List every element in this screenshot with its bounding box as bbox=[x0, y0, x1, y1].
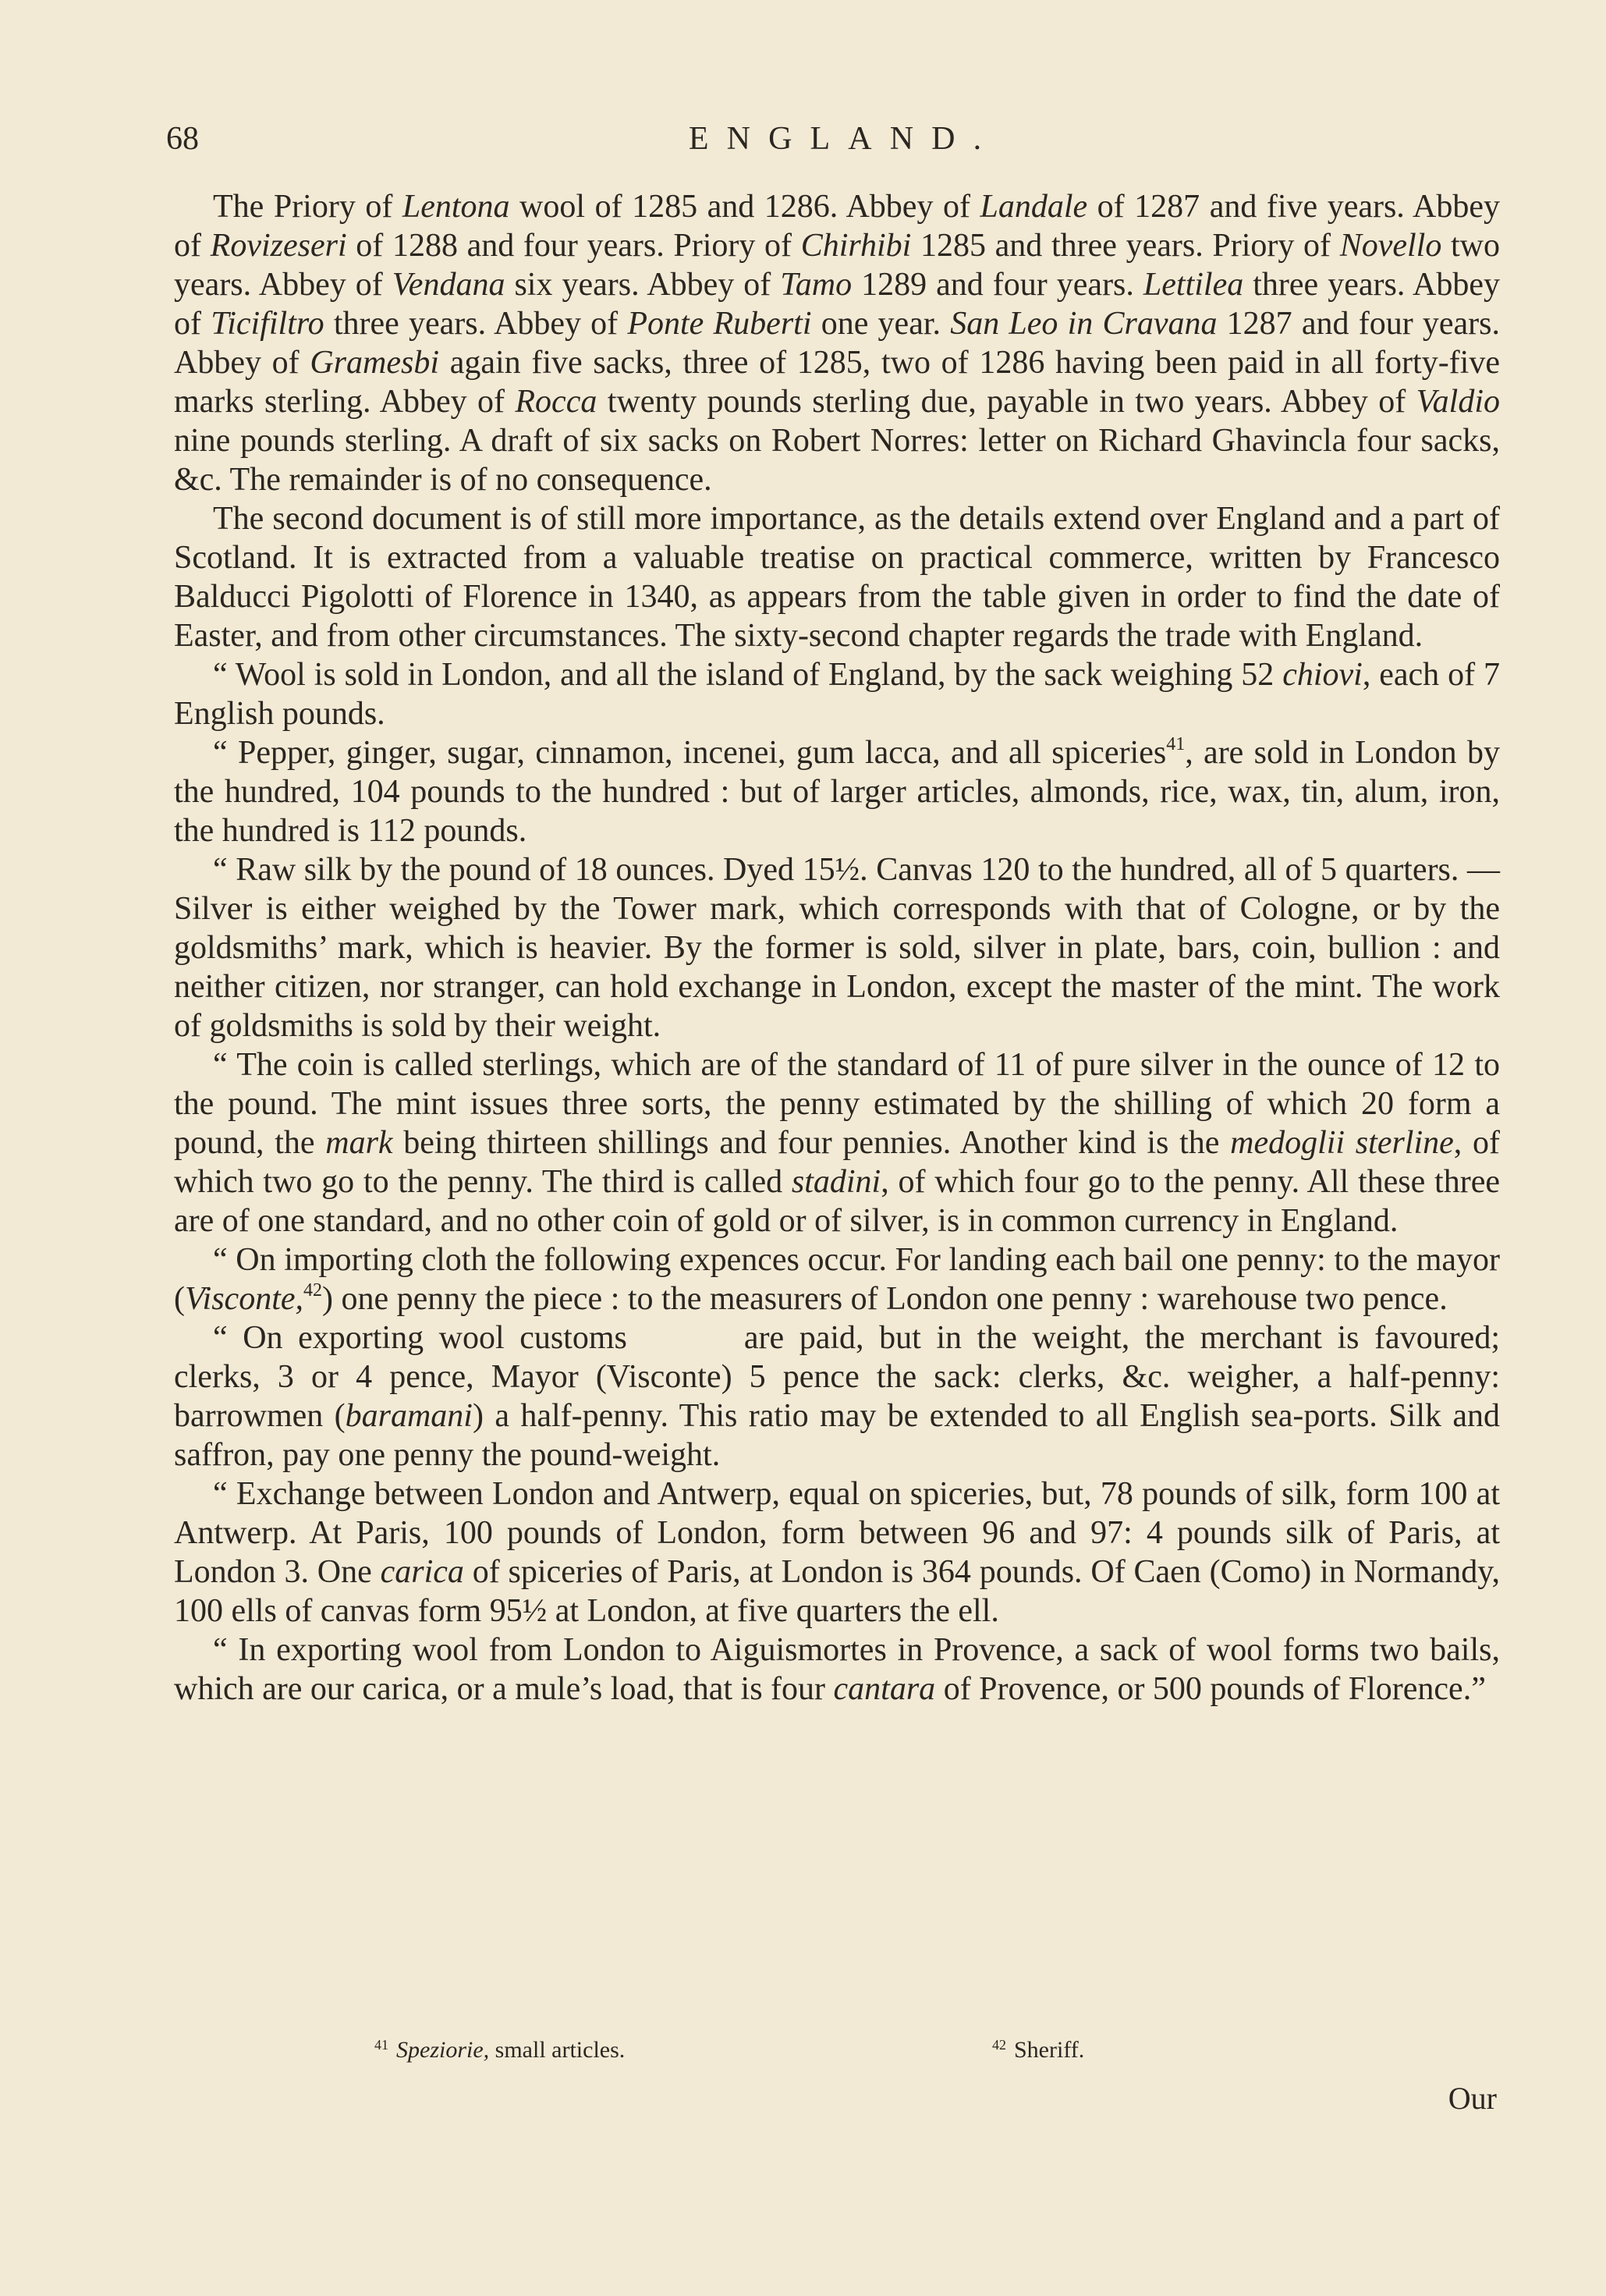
text-run: “ Pepper, ginger, sugar, cinnamon, incenei, gum lacca, and all spiceries bbox=[213, 735, 1167, 771]
text-run: “ Wool is sold in London, and all the island of England, by the sack weighing 52 bbox=[213, 657, 1283, 693]
text-run: of 1288 and four years. Priory of bbox=[346, 228, 801, 264]
footnote-42 bbox=[992, 2035, 1084, 2066]
italic-term: chiovi bbox=[1282, 657, 1363, 693]
italic-term: Tamo bbox=[780, 267, 853, 303]
page-header bbox=[166, 115, 1504, 162]
italic-term: carica bbox=[380, 1554, 464, 1590]
footnote-ref: 41 bbox=[1166, 734, 1186, 754]
italic-term: Valdio bbox=[1416, 384, 1501, 420]
text-run: of Provence, or 500 pounds of Florence.” bbox=[935, 1671, 1486, 1707]
italic-term: Ticifiltro bbox=[211, 306, 324, 342]
text-run: three years. Abbey of bbox=[174, 267, 1500, 342]
italic-term: Ponte Ruberti bbox=[627, 306, 812, 342]
text-run: of 1287 and five years. Abbey of bbox=[174, 189, 1500, 264]
text-run: ) one penny the piece : to the measurers of London one penny : warehouse two pence. bbox=[322, 1281, 1448, 1317]
text-run: ) a half-penny. This ratio may be extended to all English sea-ports. Silk and saffron, pay one penny the pound-weight. bbox=[174, 1398, 1501, 1473]
text-run: “ On importing cloth the following expences occur. For landing each bail one penny: to the mayor ( bbox=[174, 1242, 1500, 1317]
text-run: three years. Abbey of bbox=[324, 306, 628, 342]
paragraph bbox=[174, 655, 1500, 733]
footnote-ref: 42 bbox=[303, 1280, 323, 1301]
italic-term: Lettilea bbox=[1143, 267, 1244, 303]
italic-term: San Leo in Cravana bbox=[950, 306, 1218, 342]
footnote-42-text: Sheriff. bbox=[1014, 2037, 1085, 2063]
italic-term: medoglii sterline bbox=[1230, 1125, 1454, 1161]
paragraph bbox=[174, 1631, 1500, 1709]
paragraph bbox=[174, 499, 1500, 655]
italic-term: Rovizeseri bbox=[210, 228, 347, 264]
text-run: twenty pounds sterling due, payable in two years. Abbey of bbox=[597, 384, 1416, 420]
text-run: of spiceries of Paris, at London is 364 pounds. Of Caen (Como) in Normandy, 100 ells of canvas form 95½ at London, at five quarters the ell. bbox=[174, 1554, 1500, 1629]
paragraph bbox=[174, 850, 1500, 1045]
text-run: two years. Abbey of bbox=[174, 228, 1501, 303]
italic-term: Chirhibi bbox=[800, 228, 912, 264]
text-run: again five sacks, three of 1285, two of 1286 having been paid in all forty-five marks sterling. Abbey of bbox=[174, 345, 1500, 420]
page-number: 68 bbox=[166, 121, 199, 157]
text-run: “ The coin is called sterlings, which are of the standard of 11 of pure silver in the ounce of 12 to the pound. The mint issues three sorts, the penny estimated by the shilling of which 20 form a pound, the bbox=[174, 1047, 1500, 1161]
text-run: “ On exporting wool customs bbox=[213, 1320, 627, 1356]
text-run: , are sold in London by the hundred, 104 pounds to the hundred : but of larger articles, almonds, rice, wax, tin, alum, iron, the hundred is 112 pounds. bbox=[174, 735, 1501, 849]
text-run: “ Raw silk by the pound of 18 ounces. Dyed 15½. Canvas 120 to the hundred, all of 5 quarters. — Silver is either weighed by the Tower mark, which corresponds with that of Cologne, or by the goldsmiths’ mark, which is heavier. By the former is sold, silver in plate, bars, coin, bullion : and neither citizen, nor stranger, can hold exchange in London, except the master of the mint. The work of goldsmiths is sold by their weight. bbox=[174, 852, 1500, 1044]
text-run: The Priory of bbox=[213, 189, 402, 225]
text-run: being thirteen shillings and four pennies. Another kind is the bbox=[392, 1125, 1231, 1161]
text-run: six years. Abbey of bbox=[505, 267, 781, 303]
paragraph bbox=[174, 1045, 1500, 1240]
text-run: 1287 and four years. Abbey of bbox=[174, 306, 1500, 381]
text-run: wool of 1285 and 1286. Abbey of bbox=[509, 189, 980, 225]
italic-term: Lentona bbox=[402, 189, 510, 225]
body-text bbox=[174, 187, 1500, 1709]
italic-term: Novello bbox=[1339, 228, 1442, 264]
footnote-42-mark: 42 bbox=[992, 2037, 1006, 2053]
italic-term: baramani bbox=[345, 1398, 473, 1434]
paragraph bbox=[174, 1240, 1500, 1318]
italic-term: stadini bbox=[791, 1164, 881, 1200]
italic-term: Gramesbi bbox=[310, 345, 440, 381]
italic-term: mark bbox=[325, 1125, 393, 1161]
text-run: , of which two go to the penny. The third is called bbox=[174, 1125, 1500, 1200]
text-run: 1289 and four years. bbox=[852, 267, 1143, 303]
text-run: one year. bbox=[811, 306, 951, 342]
running-head: ENGLAND. bbox=[688, 121, 1000, 157]
catchword: Our bbox=[1448, 2081, 1497, 2116]
italic-term: Landale bbox=[980, 189, 1088, 225]
paragraph bbox=[174, 733, 1500, 850]
italic-term: Rocca bbox=[515, 384, 597, 420]
text-run: , each of 7 English pounds. bbox=[174, 657, 1501, 732]
italic-term: cantara bbox=[833, 1671, 936, 1707]
footnote-41-term: Speziorie, bbox=[396, 2037, 490, 2063]
footnote-41-text: small articles. bbox=[489, 2037, 626, 2063]
text-run: The second document is of still more importance, as the details extend over England and a part of Scotland. It is extracted from a valuable treatise on practical commerce, written by Francesco Balducci Pigolotti of Florence in 1340, as appears from the table given in order to find the date of Easter, and from other circumstances. The sixty-second chapter regards the trade with England. bbox=[174, 501, 1500, 654]
paragraph bbox=[174, 1318, 1500, 1474]
italic-term: Vendana bbox=[392, 267, 505, 303]
footnote-41-mark: 41 bbox=[374, 2037, 388, 2053]
text-run: nine pounds sterling. A draft of six sacks on Robert Norres: letter on Richard Ghavincla four sacks, &c. The remainder is of no consequence. bbox=[174, 423, 1500, 498]
text-run: 1285 and three years. Priory of bbox=[911, 228, 1340, 264]
italic-term: Visconte, bbox=[185, 1281, 304, 1317]
text-run: are paid, but in the weight, the merchant is favoured; clerks, 3 or 4 pence, Mayor (Visconte) 5 pence the sack: clerks, &c. weigher, a half-penny: barrowmen ( bbox=[174, 1320, 1500, 1434]
text-run: “ In exporting wool from London to Aiguismortes in Provence, a sack of wool forms two bails, which are our carica, or a mule’s load, that is four bbox=[174, 1632, 1500, 1707]
text-run: , of which four go to the penny. All these three are of one standard, and no other coin of gold or of silver, is in common currency in England. bbox=[174, 1164, 1500, 1239]
footnote-41 bbox=[374, 2035, 625, 2066]
paragraph bbox=[174, 1474, 1500, 1631]
paragraph bbox=[174, 187, 1500, 499]
text-run: “ Exchange between London and Antwerp, equal on spiceries, but, 78 pounds of silk, form 100 at Antwerp. At Paris, 100 pounds of London, form between 96 and 97: 4 pounds silk of Paris, at London 3. One bbox=[174, 1476, 1500, 1590]
